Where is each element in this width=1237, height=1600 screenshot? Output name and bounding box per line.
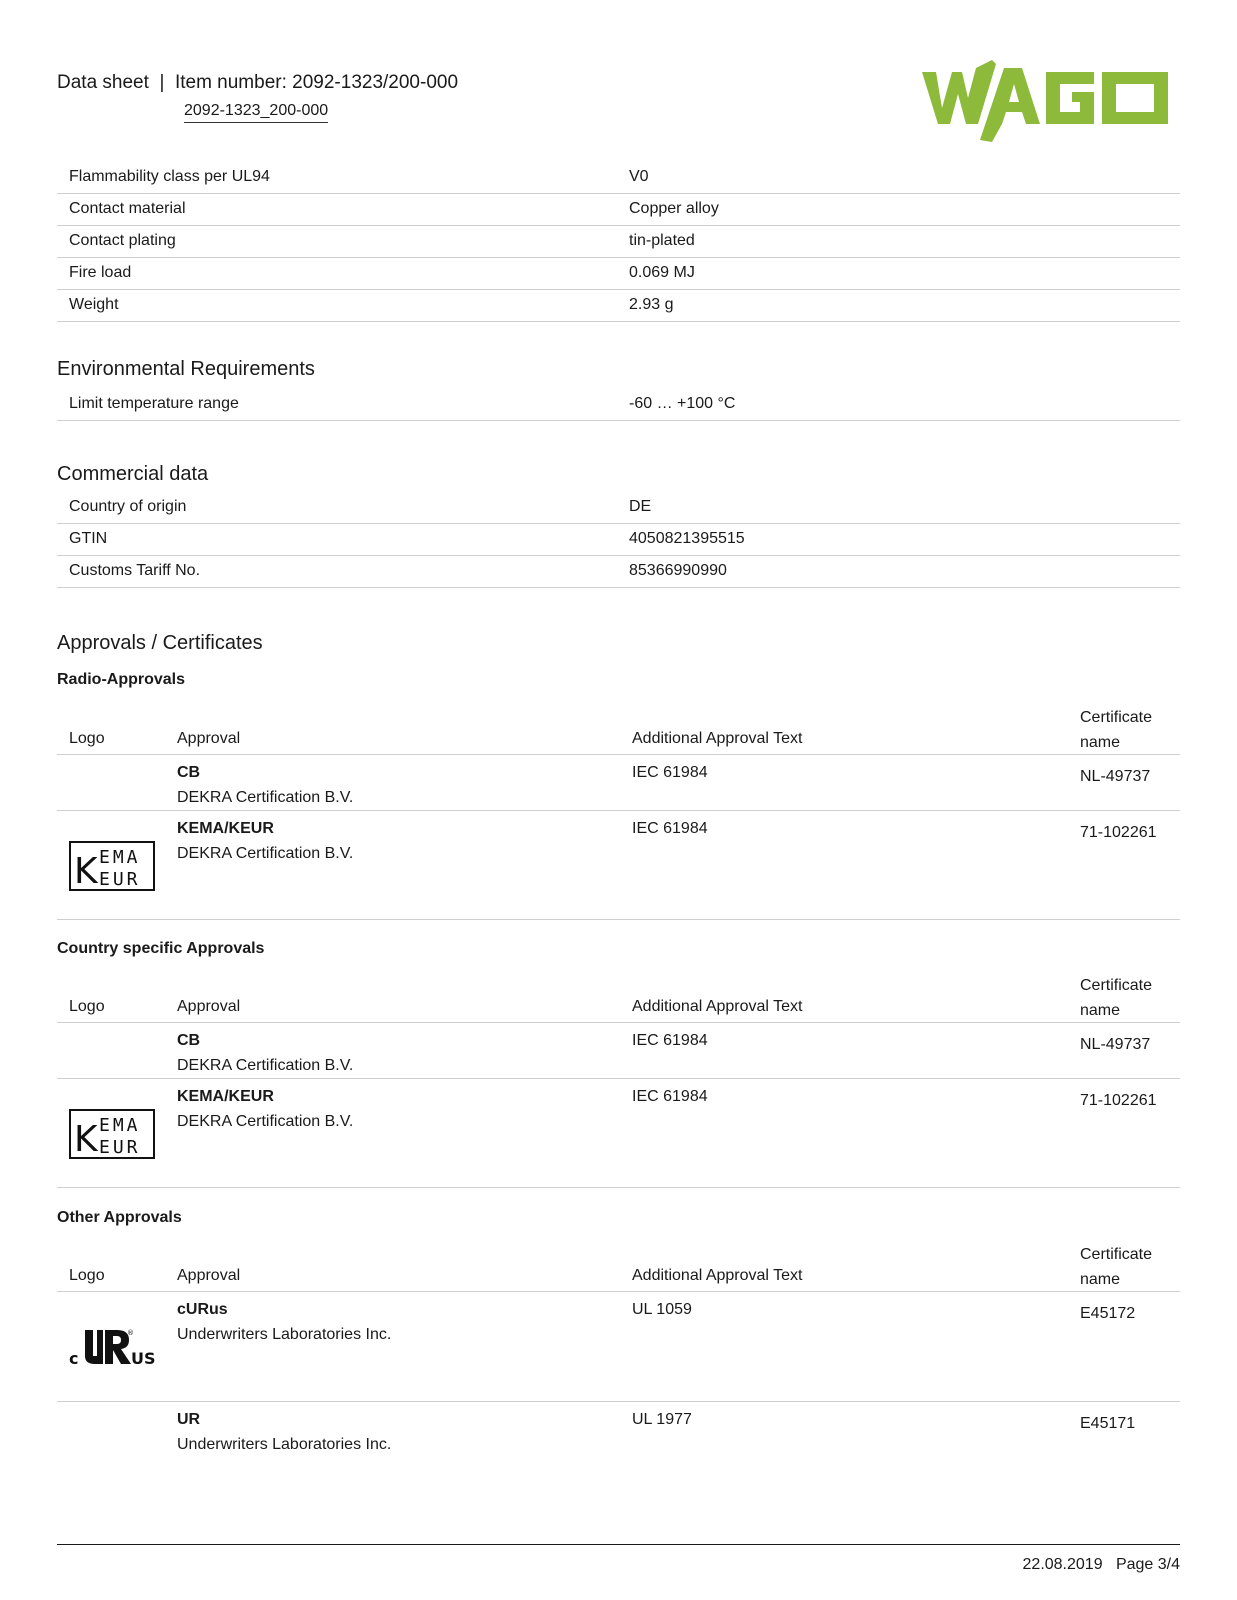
table-row <box>57 226 1180 258</box>
approval-name: CB <box>177 1032 201 1049</box>
page-number: Page 3/4 <box>1115 1556 1180 1573</box>
col-approval: Approval <box>177 998 241 1015</box>
table-row <box>57 258 1180 290</box>
table-row <box>57 162 1180 194</box>
col-logo: Logo <box>69 730 105 747</box>
approval-name: CB <box>177 764 201 781</box>
approval-text: UL 1977 <box>632 1411 692 1428</box>
row-label: Flammability class per UL94 <box>69 168 270 185</box>
certificate-name: E45172 <box>1080 1305 1136 1322</box>
col-additional: Additional Approval Text <box>632 998 803 1015</box>
approval-name: cURus <box>177 1301 228 1318</box>
table-row <box>57 1023 1180 1079</box>
wago-logo <box>922 58 1178 142</box>
row-label: Contact material <box>69 200 186 217</box>
approval-org: Underwriters Laboratories Inc. <box>177 1326 392 1343</box>
approval-org: DEKRA Certification B.V. <box>177 845 354 862</box>
approvals-heading: Approvals / Certificates <box>57 632 263 654</box>
row-label: Customs Tariff No. <box>69 562 201 579</box>
footer <box>1023 1556 1180 1574</box>
table-row <box>57 1079 1180 1188</box>
table-row <box>57 389 1180 421</box>
country-approvals-heading: Country specific Approvals <box>57 940 265 957</box>
radio-approvals-table <box>57 700 1180 920</box>
approval-text: IEC 61984 <box>632 820 708 837</box>
row-label: Weight <box>69 296 119 313</box>
row-value: V0 <box>629 168 649 185</box>
table-header <box>57 968 1180 1023</box>
certificate-name: NL-49737 <box>1080 768 1151 785</box>
row-value: Copper alloy <box>629 200 719 217</box>
table-header <box>57 1237 1180 1292</box>
svg-text:EMA: EMA <box>99 847 141 868</box>
approval-name: UR <box>177 1411 201 1428</box>
row-value: DE <box>629 498 652 515</box>
col-logo: Logo <box>69 998 105 1015</box>
material-data-table <box>57 162 1180 322</box>
approval-text: IEC 61984 <box>632 1032 708 1049</box>
certificate-name: NL-49737 <box>1080 1036 1151 1053</box>
kema-keur-logo <box>69 841 155 891</box>
table-row <box>57 755 1180 811</box>
ul-recognized-logo <box>69 1326 159 1370</box>
approval-org: DEKRA Certification B.V. <box>177 789 354 806</box>
approval-org: DEKRA Certification B.V. <box>177 1113 354 1130</box>
svg-text:EUR: EUR <box>99 869 141 890</box>
approval-org: Underwriters Laboratories Inc. <box>177 1436 392 1453</box>
table-row <box>57 811 1180 920</box>
table-row <box>57 290 1180 322</box>
col-approval: Approval <box>177 1267 241 1284</box>
row-value: -60 … +100 °C <box>629 395 736 412</box>
item-number-link[interactable]: 2092-1323_200-000 <box>184 102 328 123</box>
environmental-heading: Environmental Requirements <box>57 358 315 380</box>
table-row <box>57 556 1180 588</box>
row-value: 0.069 MJ <box>629 264 695 281</box>
svg-text:®: ® <box>127 1329 134 1337</box>
approval-text: IEC 61984 <box>632 1088 708 1105</box>
approval-name: KEMA/KEUR <box>177 1088 274 1105</box>
country-approvals-table <box>57 968 1180 1188</box>
svg-text:EMA: EMA <box>99 1115 141 1136</box>
table-row <box>57 1292 1180 1402</box>
approval-text: IEC 61984 <box>632 764 708 781</box>
row-value: 4050821395515 <box>629 530 745 547</box>
table-row <box>57 1402 1180 1472</box>
col-additional: Additional Approval Text <box>632 730 803 747</box>
col-certificate: Certificate name <box>1080 709 1153 751</box>
row-value: tin-plated <box>629 232 695 249</box>
row-label: Contact plating <box>69 232 176 249</box>
approval-name: KEMA/KEUR <box>177 820 274 837</box>
table-row <box>57 492 1180 524</box>
svg-text:c: c <box>69 1349 79 1368</box>
table-header <box>57 700 1180 755</box>
footer-divider <box>57 1544 1180 1545</box>
approval-text: UL 1059 <box>632 1301 692 1318</box>
row-value: 85366990990 <box>629 562 727 579</box>
row-label: GTIN <box>69 530 108 547</box>
svg-text:EUR: EUR <box>99 1137 141 1158</box>
certificate-name: 71-102261 <box>1080 1092 1157 1109</box>
col-certificate: Certificate name <box>1080 977 1153 1019</box>
certificate-name: E45171 <box>1080 1415 1136 1432</box>
col-additional: Additional Approval Text <box>632 1267 803 1284</box>
table-row <box>57 194 1180 226</box>
svg-text:K: K <box>74 1119 98 1159</box>
other-approvals-table <box>57 1237 1180 1472</box>
table-row <box>57 524 1180 556</box>
certificate-name: 71-102261 <box>1080 824 1157 841</box>
svg-text:K: K <box>74 851 98 891</box>
col-logo: Logo <box>69 1267 105 1284</box>
col-approval: Approval <box>177 730 241 747</box>
row-label: Limit temperature range <box>69 395 239 412</box>
other-approvals-heading: Other Approvals <box>57 1209 182 1226</box>
page-title: Data sheet | Item number: 2092-1323/200-000 <box>57 72 459 93</box>
col-certificate: Certificate name <box>1080 1246 1153 1288</box>
svg-text:US: US <box>131 1349 156 1368</box>
kema-keur-logo <box>69 1109 155 1159</box>
approval-org: DEKRA Certification B.V. <box>177 1057 354 1074</box>
row-value: 2.93 g <box>629 296 674 313</box>
row-label: Country of origin <box>69 498 187 515</box>
commercial-table <box>57 492 1180 588</box>
footer-date: 22.08.2019 <box>1022 1556 1103 1573</box>
radio-approvals-heading: Radio-Approvals <box>57 671 186 688</box>
row-label: Fire load <box>69 264 132 281</box>
commercial-heading: Commercial data <box>57 463 209 485</box>
environmental-table <box>57 389 1180 421</box>
